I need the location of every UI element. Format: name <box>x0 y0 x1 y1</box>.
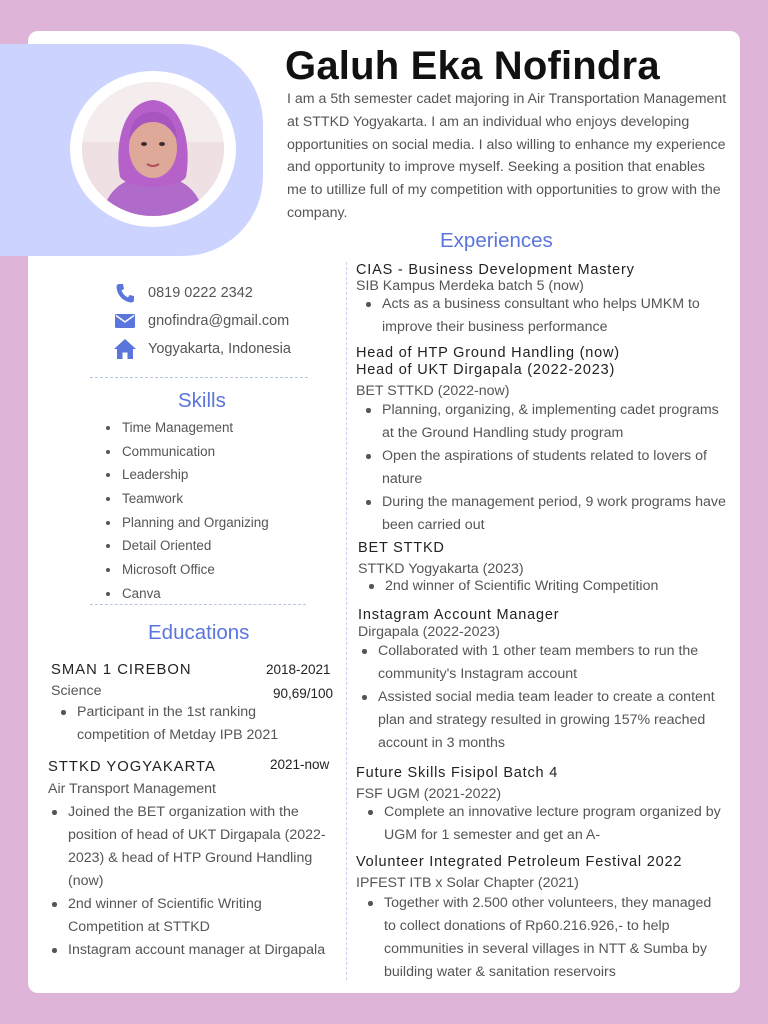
skills-title: Skills <box>178 389 226 412</box>
experience-bullets <box>363 575 723 598</box>
column-divider <box>346 262 347 980</box>
location-text: Yogyakarta, Indonesia <box>148 341 291 357</box>
candidate-name: Galuh Eka Nofindra <box>285 44 660 88</box>
experience-title: BET STTKD <box>358 540 445 556</box>
education-bullets <box>46 801 336 962</box>
list-item: Complete an innovative lecture program organized by UGM for 1 semester and get an A- <box>362 801 722 847</box>
list-item: Time Management <box>104 418 269 442</box>
list-item: Together with 2.500 other volunteers, they managed to collect donations of Rp60.216.926,- to help communities in several villages in NTT & Sumba by building water & sanitation reservoirs <box>362 892 722 984</box>
experience-org: FSF UGM (2021-2022) <box>356 786 502 802</box>
education-years: 2018-2021 <box>266 662 331 677</box>
list-item: 2nd winner of Scientific Writing Competition <box>363 575 723 598</box>
experience-org: IPFEST ITB x Solar Chapter (2021) <box>356 875 579 891</box>
contact-email <box>114 311 289 331</box>
experience-title-secondary: Head of UKT Dirgapala (2022-2023) <box>356 362 616 378</box>
list-item: Open the aspirations of students related to lovers of nature <box>360 445 730 491</box>
list-item: Detail Oriented <box>104 536 269 560</box>
divider <box>90 377 308 378</box>
experience-bullets <box>360 293 720 339</box>
experience-title: Instagram Account Manager <box>358 607 560 623</box>
education-grade: 90,69/100 <box>273 686 334 701</box>
list-item: Assisted social media team leader to create a content plan and strategy resulted in growing 157% reached account in 3 months <box>356 686 738 755</box>
list-item: Instagram account manager at Dirgapala <box>46 939 336 962</box>
list-item: Planning, organizing, & implementing cadet programs at the Ground Handling study program <box>360 399 730 445</box>
profile-photo <box>82 82 224 216</box>
list-item: Leadership <box>104 465 269 489</box>
divider <box>90 604 306 605</box>
experience-bullets <box>362 801 722 847</box>
list-item: Planning and Organizing <box>104 513 269 537</box>
experience-org: Dirgapala (2022-2023) <box>358 624 500 640</box>
educations-title: Educations <box>148 621 250 644</box>
experience-title: Volunteer Integrated Petroleum Festival 2022 <box>356 854 683 870</box>
profile-summary: I am a 5th semester cadet majoring in Air Transportation Management at STTKD Yogyakarta. I am an individual who enjoys developing opportunities on social media. I also willing to enhance my experience and opportunity to improve myself. Seeking a position that enables me to utillize full of my competition with opportunities to grow with the company. <box>287 91 727 221</box>
experiences-title: Experiences <box>440 229 553 252</box>
list-item: Communication <box>104 442 269 466</box>
phone-number: 0819 0222 2342 <box>148 285 253 301</box>
list-item: 2nd winner of Scientific Writing Competition at STTKD <box>46 893 336 939</box>
email-address: gnofindra@gmail.com <box>148 313 290 329</box>
list-item: During the management period, 9 work programs have been carried out <box>360 491 730 537</box>
list-item: Canva <box>104 584 269 608</box>
contact-phone <box>114 283 253 303</box>
education-school: SMAN 1 CIREBON <box>51 662 192 678</box>
education-bullets <box>55 701 315 747</box>
experience-title: Future Skills Fisipol Batch 4 <box>356 765 559 781</box>
list-item: Joined the BET organization with the position of head of UKT Dirgapala (2022-2023) & head of HTP Ground Handling (now) <box>46 801 336 893</box>
list-item: Teamwork <box>104 489 269 513</box>
experience-org: STTKD Yogyakarta (2023) <box>358 561 524 577</box>
experience-bullets <box>356 640 738 755</box>
education-major: Air Transport Management <box>48 781 216 797</box>
list-item: Acts as a business consultant who helps UMKM to improve their business performance <box>360 293 720 339</box>
list-item: Collaborated with 1 other team members to run the community's Instagram account <box>356 640 738 686</box>
education-school: STTKD YOGYAKARTA <box>48 759 216 775</box>
list-item: Microsoft Office <box>104 560 269 584</box>
experience-bullets <box>362 892 722 984</box>
email-icon <box>114 311 136 331</box>
contact-location <box>114 339 291 359</box>
skills-list <box>104 418 269 608</box>
experience-org: SIB Kampus Merdeka batch 5 (now) <box>356 278 584 294</box>
experience-title: CIAS - Business Development Mastery <box>356 262 635 278</box>
education-major: Science <box>51 683 102 699</box>
list-item: Participant in the 1st ranking competition of Metday IPB 2021 <box>55 701 315 747</box>
experience-bullets <box>360 399 730 537</box>
phone-icon <box>114 283 136 303</box>
experience-title: Head of HTP Ground Handling (now) <box>356 345 620 361</box>
education-years: 2021-now <box>270 757 330 772</box>
home-icon <box>114 339 136 359</box>
experience-org: BET STTKD (2022-now) <box>356 383 510 399</box>
